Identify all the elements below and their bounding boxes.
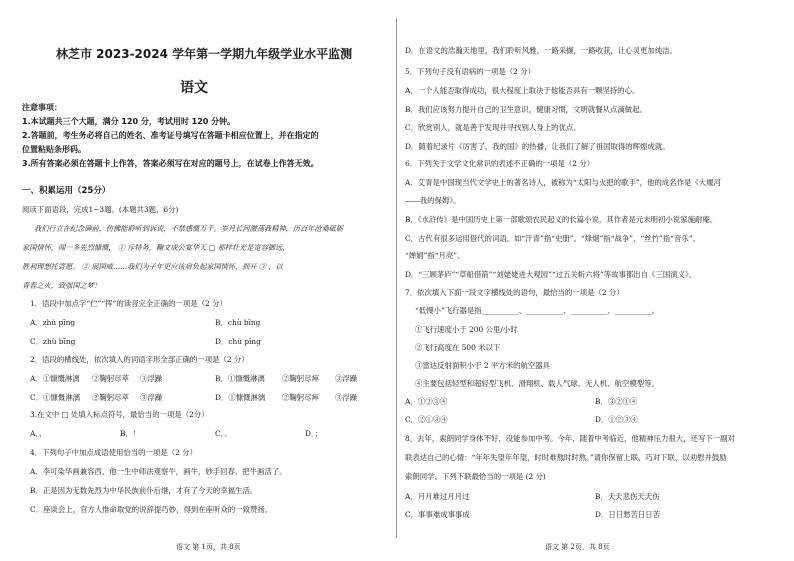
- q6-option-d: D．“三顾茅庐”“草船借箭”“刘姥姥进大观园”“过五关斩六将”等故事都出自《三国演义》。: [405, 270, 697, 279]
- q5-option-b: B．我们应该努力提升自己的卫生意识，健康习惯，文明就餐从点滴做起。: [405, 105, 647, 114]
- question-8: 8．去年，索朗同学身体不好，没能参加中考。今年，随着中考临近，他精神压力很大，还写下一副对: [405, 434, 735, 443]
- q8-option-c: C．事事难成事事成: [405, 510, 470, 519]
- notice-3: 3.所有答案必须在答题卡上作答，答案必须写在对应的题号上，在试卷上作答无效。: [22, 159, 319, 168]
- q5-option-c: C．欣赏别人，就是善于发现并寻找别人身上的优点。: [405, 123, 581, 132]
- q2-d-2: ②鞠躬尽瘁: [282, 393, 319, 402]
- q7-option-b: B．③②①④: [595, 397, 638, 406]
- passage-line-1: 我们行立在纪念碑前，仿佛能聆听到诉说，不禁感慨万千。岁月长河激荡我精神，历百年沧桑砥砺: [34, 224, 344, 233]
- q7-option-a: A．①②③④: [405, 397, 448, 406]
- q7-item-3: ③雷达反射面积小于 2 平方米的航空器具: [415, 361, 551, 370]
- q2-b-1: B．①慷慨淋漓: [215, 374, 265, 383]
- q2-b-2: ②鞠躬尽瘁: [282, 374, 319, 383]
- q2-c-1: C．①慷慨淋漓: [30, 393, 80, 402]
- notice-1: 1.本试题共三个大题，满分 120 分，考试用时 120 分钟。: [22, 117, 236, 126]
- q3-option-c: C．。: [215, 429, 232, 438]
- q7-item-4: ④主要包括轻型和超轻型飞机、滑翔机、载人气球、无人机、航空模型等。: [415, 379, 659, 388]
- q2-c-3: ③浮躁: [140, 393, 163, 402]
- notice-heading: 注意事项：: [22, 103, 62, 112]
- question-8-cont-1: 联表达自己的心情：“年年失望年年望，时时难熬时时熬。”请你保留上联，巧对下联，以劝慰并鼓励: [405, 453, 727, 462]
- q3-option-b: B．！: [120, 429, 141, 438]
- exam-title: 林芝市 2023-2024 学年第一学期九年级学业水平监测: [56, 47, 353, 61]
- page-1-footer: 语文 第 1页，共 8页: [176, 543, 241, 551]
- q2-d-1: D．①慷慨淋漓: [215, 393, 266, 402]
- q4-option-d: D．在语文的浩瀚天地里，我们聆听风雅，一路采撷，一路收获，让心灵更加纯洁。: [405, 46, 677, 55]
- q8-option-a: A．月月难过月月过: [405, 492, 470, 501]
- q3-option-a: A．，: [30, 429, 47, 438]
- q7-option-c: C．②①③④: [405, 415, 448, 424]
- question-1: 1．语段中加点字“伫”“挥”的读音完全正确的一项是（2 分）: [30, 299, 227, 308]
- q8-option-d: D．日日愁苦日日苦: [595, 510, 661, 519]
- q5-option-d: D．随着纪录片《厉害了，我的国》的热播，让我们了解了祖国取得的辉煌成就。: [405, 142, 670, 151]
- q6-option-a: A．艾青是中国现当代文学史上的著名诗人，被称为“太阳与火把的歌手”，他的成名作是《大堰河: [405, 178, 721, 187]
- question-3: 3.在文中 □ 处填入标点符号，最恰当的一项是（2分）: [30, 410, 209, 419]
- q7-stem: “低慢小”飞行器是指__________、__________、__________、__________。: [415, 306, 660, 315]
- q2-d-3: ③浮躁: [335, 393, 358, 402]
- q2-a-1: A．①慷慨淋漓: [30, 374, 80, 383]
- q6-option-c-cont: “婵娟”指“月亮”。: [405, 251, 465, 260]
- q8-option-b: B．天天悲伤天天伤: [595, 492, 660, 501]
- q2-c-2: ②鞠躬尽萃: [92, 393, 129, 402]
- q1-option-b: B．chù bīng: [215, 318, 261, 327]
- q4-option-c: C．座谈会上，官方人惟命取觉的说辞提巧妙，得到在座听众的一致赞扬。: [30, 505, 273, 514]
- notice-2-cont: 位置粘贴条形码。: [22, 145, 86, 154]
- question-4: 4．下列句子中加点成语使用恰当的一项是（2 分）: [30, 448, 197, 457]
- question-8-cont-2: 索朗同学。下列下联最恰当的一项是 (2 分): [405, 472, 546, 481]
- q4-option-a: A．李可染华画兼容西，他一生中师法观察牛，画牛，妙手回春，把牛画活了。: [30, 467, 287, 476]
- q1-option-d: D．chù pīng: [215, 337, 261, 346]
- question-7: 7．依次填入下面一段文字横线处的语句，最恰当的一项是（2 分）: [405, 288, 624, 297]
- subject-title: 语文: [180, 80, 208, 96]
- q1-option-c: C．zhù bīng: [30, 337, 76, 346]
- passage-line-2: 家国情怀，闻一多先烈慷慨， ① 斥特务，鞠文成公宴华天 □ 那样壮光是宽容御远，: [22, 243, 290, 252]
- question-2: 2．语段的横线处，依次填入的词语字形全部正确的一项是（2 分）: [30, 355, 249, 364]
- passage-line-3: 胜利理想托寄愿。 ② 展国威……我们为子年更应该肩负起家国情怀，拥开 ③ ，以: [22, 262, 283, 271]
- question-5: 5．下列句子没有语病的一项是（2 分）: [405, 67, 536, 76]
- question-6: 6．下列关于文学文化常识的表述不正确的一项是（2 分）: [405, 159, 595, 168]
- q6-option-a-cont: ——我的保姆》。: [405, 196, 461, 205]
- q2-a-2: ②鞠躬尽萃: [92, 374, 129, 383]
- q2-a-3: ③浮躁: [140, 374, 163, 383]
- q2-b-3: ③浮躁: [335, 374, 358, 383]
- q7-item-2: ②飞行高度在 500 米以下: [415, 343, 501, 352]
- q4-option-b: B．正是因为无数先烈为中华民族前仆后继，才有了今天的幸福生活。: [30, 486, 258, 495]
- q3-option-d: D．；: [305, 429, 323, 438]
- passage-line-4: 青春之火，致强国之梦！: [22, 281, 102, 290]
- q5-option-a: A．一个人能否取得成功，很大程度上取决于他能否具有一颗坚持的心。: [405, 86, 640, 95]
- section-one-heading: 一、积累运用（25分）: [22, 186, 111, 196]
- passage-intro: 阅读下面语段，完成1~3题。(本题共3题，6分): [22, 205, 179, 214]
- page-2-footer: 语文 第 2页，共 8页: [545, 543, 610, 551]
- exam-page-2: [397, 0, 794, 561]
- q6-option-c: C．古代有很多运用借代的词语，如“汗青”指“史册”、“烽烟”指“战争”、“丝竹”指“音乐”、: [405, 234, 700, 243]
- q6-option-b: B．《水浒传》是中国历史上第一部歌颂农民起义的长篇小说，其作者是元末明初小说家施耐庵。: [405, 215, 718, 224]
- q1-option-a: A．zhù pīng: [30, 318, 76, 327]
- notice-2: 2.答题前，考生务必将自己的姓名、准考证号填写在答题卡相应位置上，并在指定的: [22, 131, 319, 140]
- q7-item-1: ①飞行速度小于 200 公里/小时: [415, 325, 518, 334]
- q7-option-d: D．①②③④: [595, 415, 638, 424]
